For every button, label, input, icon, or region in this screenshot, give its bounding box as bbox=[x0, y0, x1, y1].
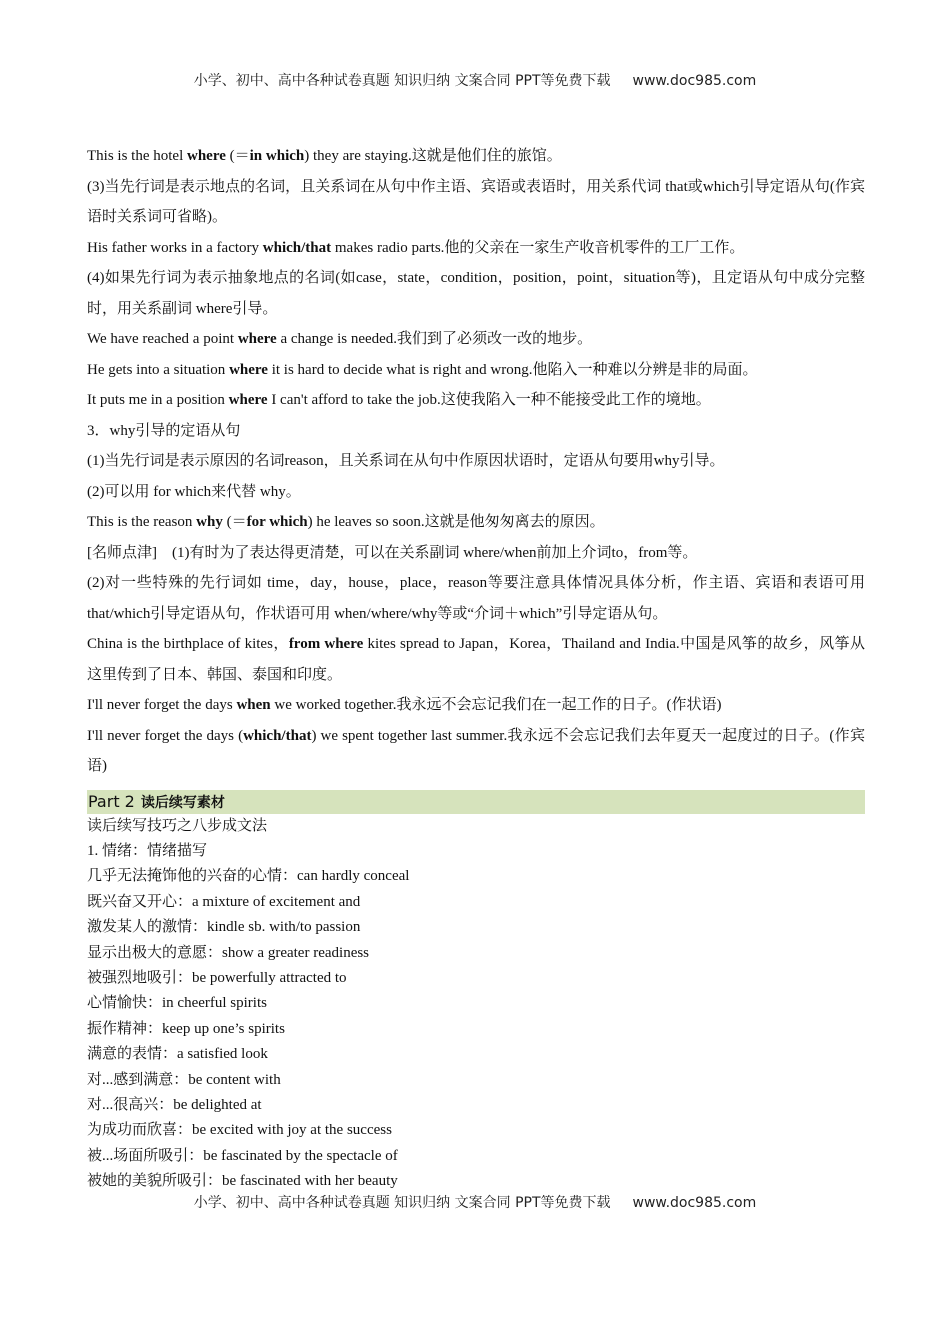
list-item: 对...感到满意：be content with bbox=[87, 1071, 281, 1088]
paragraph-4: (4)如果先行词为表示抽象地点的名词(如case，state，condition，position，point，situation等)，且定语从句中成分完整时，用关系副词 where引导。 bbox=[87, 270, 865, 317]
paragraph-11: This is the reason why (＝for which) he leaves so soon.这就是他匆匆离去的原因。 bbox=[87, 514, 605, 530]
list-item: 激发某人的激情：kindle sb. with/to passion bbox=[87, 919, 361, 936]
list-item: 振作精神：keep up one’s spirits bbox=[87, 1020, 285, 1037]
header-text: 小学、初中、高中各种试卷真题 知识归纳 文案合同 PPT等免费下载 bbox=[193, 73, 611, 89]
phrase-list bbox=[87, 814, 865, 1195]
paragraph-5: We have reached a point where a change is needed.我们到了必须改一改的地步。 bbox=[87, 331, 593, 347]
list-item: 满意的表情：a satisfied look bbox=[87, 1046, 268, 1063]
list-item: 为成功而欣喜：be excited with joy at the success bbox=[87, 1122, 392, 1139]
paragraph-2: (3)当先行词是表示地点的名词，且关系词在从句中作主语、宾语或表语时，用关系代词 that或which引导定语从句(作宾语时关系词可省略)。 bbox=[87, 178, 865, 225]
section-heading-why: 3．why引导的定语从句 bbox=[87, 422, 241, 439]
paragraph-3: His father works in a factory which/that makes radio parts.他的父亲在一家生产收音机零件的工厂工作。 bbox=[87, 239, 745, 256]
teacher-tip: [名师点津] (1)有时为了表达得更清楚，可以在关系副词 where/when前加上介词to，from等。 bbox=[87, 544, 698, 561]
paragraph-9: (1)当先行词是表示原因的名词reason，且关系词在从句中作原因状语时，定语从句要用why引导。 bbox=[87, 453, 725, 469]
paragraph-7: It puts me in a position where I can't afford to take the job.这使我陷入一种不能接受此工作的境地。 bbox=[87, 392, 711, 408]
paragraph-14: China is the birthplace of kites，from where kites spread to Japan，Korea，Thailand and India.中国是风筝的故乡，风筝从这里传到了日本、韩国、泰国和印度。 bbox=[87, 636, 865, 683]
page-footer bbox=[0, 1192, 950, 1212]
paragraph-1: This is the hotel where (＝in which) they are staying.这就是他们住的旅馆。 bbox=[87, 148, 562, 164]
header-site-link[interactable]: www.doc985.com bbox=[632, 73, 757, 89]
list-item: 显示出极大的意愿：show a greater readiness bbox=[87, 944, 370, 961]
paragraph-13: (2)对一些特殊的先行词如 time，day，house，place，reason等要注意具体情况具体分析，作主语、宾语和表语可用 that/which引导定语从句，作状语可用 when/where/why等或“介词＋which”引导定语从句。 bbox=[87, 575, 865, 622]
paragraph-10: (2)可以用 for which来代替 why。 bbox=[87, 483, 301, 500]
list-item: 对...很高兴：be delighted at bbox=[87, 1096, 262, 1113]
paragraph-16: I'll never forget the days (which/that) we spent together last summer.我永远不会忘记我们去年夏天一起度过的日子。(作宾语) bbox=[87, 727, 866, 774]
list-item: 被强烈地吸引：be powerfully attracted to bbox=[87, 969, 347, 986]
part2-heading: Part 2 读后续写素材 bbox=[87, 790, 865, 814]
list-item: 1. 情绪：情绪描写 bbox=[87, 842, 208, 859]
page-header bbox=[0, 70, 950, 90]
footer-site-link[interactable]: www.doc985.com bbox=[632, 1195, 757, 1211]
list-item: 读后续写技巧之八步成文法 bbox=[87, 817, 268, 834]
paragraph-6: He gets into a situation where it is hard to decide what is right and wrong.他陷入一种难以分辨是非的局面。 bbox=[87, 361, 758, 378]
paragraph-15: I'll never forget the days when we worked together.我永远不会忘记我们在一起工作的日子。(作状语) bbox=[87, 697, 722, 713]
list-item: 心情愉快：in cheerful spirits bbox=[87, 995, 267, 1012]
list-item: 被她的美貌所吸引：be fascinated with her beauty bbox=[87, 1173, 398, 1190]
document-body bbox=[87, 141, 865, 1195]
list-item: 被...场面所吸引：be fascinated by the spectacle of bbox=[87, 1147, 398, 1164]
list-item: 几乎无法掩饰他的兴奋的心情：can hardly conceal bbox=[87, 868, 410, 885]
list-item: 既兴奋又开心：a mixture of excitement and bbox=[87, 893, 361, 910]
footer-text: 小学、初中、高中各种试卷真题 知识归纳 文案合同 PPT等免费下载 bbox=[193, 1195, 611, 1211]
